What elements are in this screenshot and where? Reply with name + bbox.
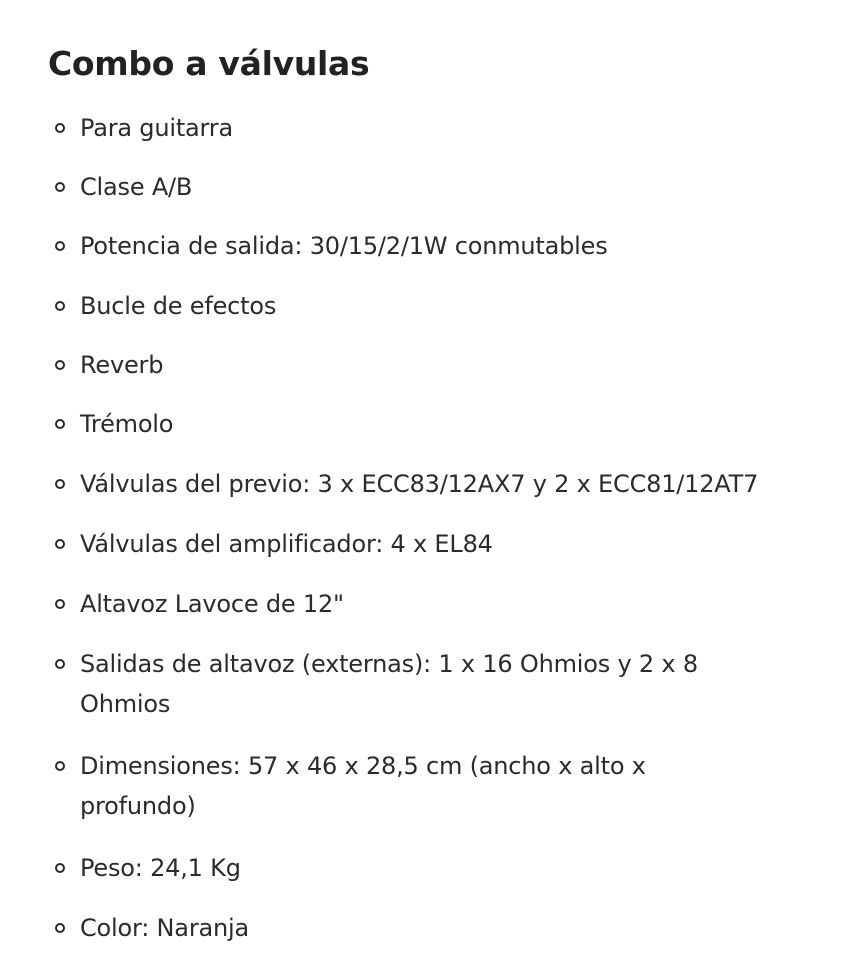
- spec-text: Clase A/B: [80, 173, 193, 201]
- bullet-icon: [55, 301, 65, 311]
- spec-text: Potencia de salida: 30/15/2/1W conmutables: [80, 232, 608, 260]
- bullet-icon: [55, 539, 65, 549]
- bullet-icon: [55, 599, 65, 609]
- bullet-icon: [55, 419, 65, 429]
- bullet-icon: [55, 923, 65, 933]
- bullet-icon: [55, 761, 65, 771]
- spec-text: Salidas de altavoz (externas): 1 x 16 Ohmios y 2 x 8 Ohmios: [80, 650, 698, 718]
- bullet-icon: [55, 360, 65, 370]
- spec-text: Válvulas del previo: 3 x ECC83/12AX7 y 2 x ECC81/12AT7: [80, 470, 759, 498]
- spec-text: Para guitarra: [80, 114, 233, 142]
- bullet-icon: [55, 182, 65, 192]
- spec-text: Peso: 24,1 Kg: [80, 854, 241, 882]
- spec-text: Reverb: [80, 351, 164, 379]
- bullet-icon: [55, 123, 65, 133]
- spec-text: Bucle de efectos: [80, 292, 277, 320]
- spec-text: Color: Naranja: [80, 914, 249, 942]
- bullet-icon: [55, 479, 65, 489]
- bullet-icon: [55, 659, 65, 669]
- spec-text: Altavoz Lavoce de 12": [80, 590, 344, 618]
- section-title: Combo a válvulas: [48, 44, 370, 83]
- spec-text: Válvulas del amplificador: 4 x EL84: [80, 530, 493, 558]
- bullet-icon: [55, 241, 65, 251]
- spec-text: Dimensiones: 57 x 46 x 28,5 cm (ancho x alto x profundo): [80, 752, 646, 820]
- spec-text: Trémolo: [80, 410, 174, 438]
- bullet-icon: [55, 863, 65, 873]
